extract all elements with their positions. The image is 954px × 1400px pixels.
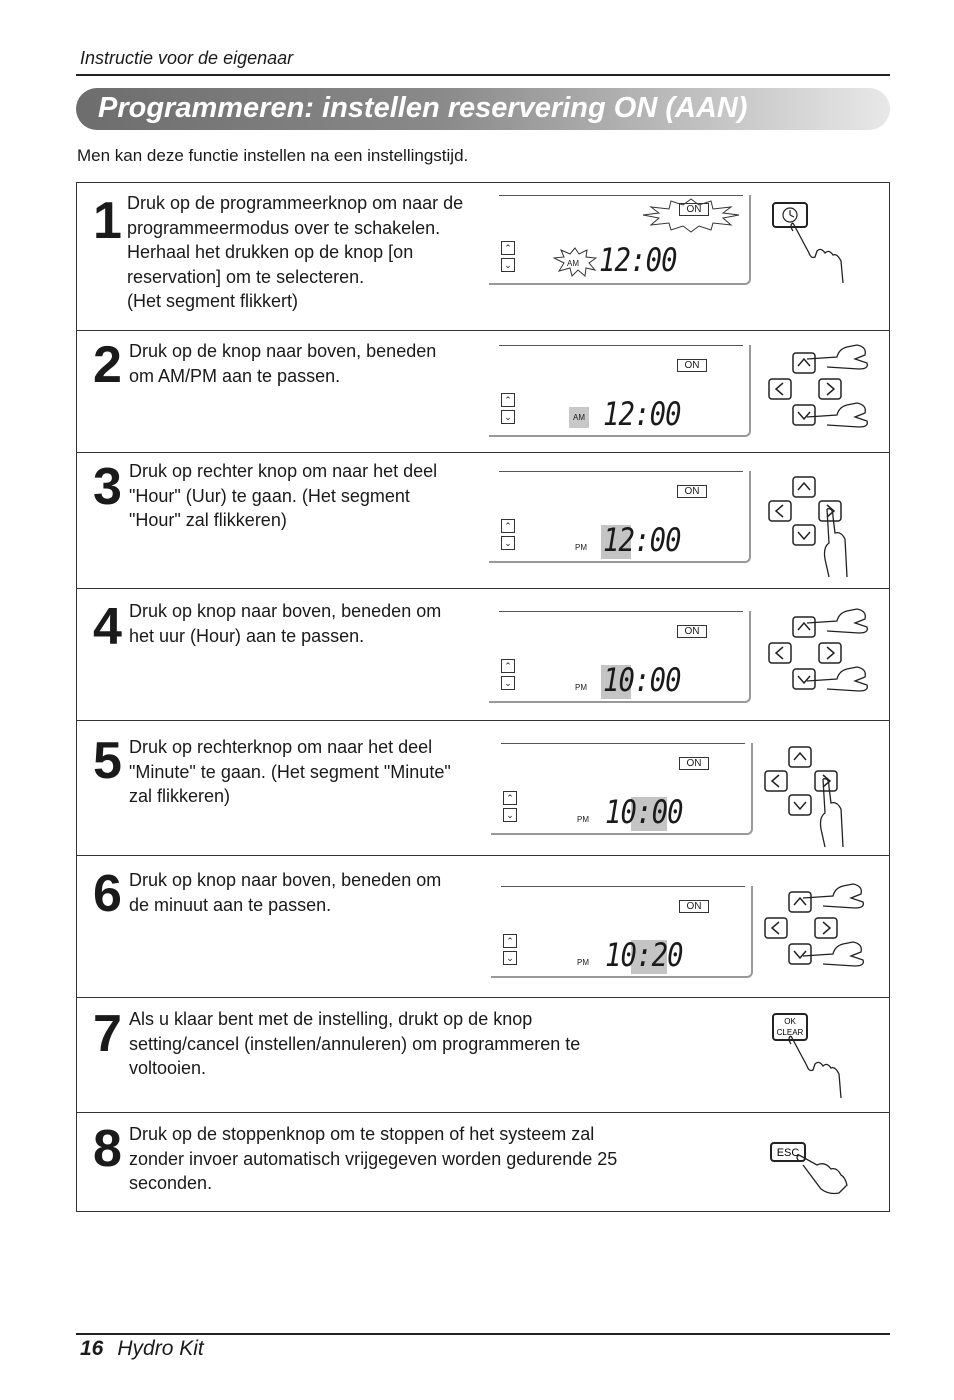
down-icon: ⌄ (503, 951, 517, 965)
lcd-time: 10:20 (605, 936, 683, 974)
lcd-display (489, 195, 751, 285)
ampm-indicator: PM (575, 543, 587, 552)
step-text: Druk op rechter knop om naar het deel "Hour" (Uur) te gaan. (Het segment "Hour" zal flikkeren) (129, 461, 438, 530)
clear-label: CLEAR (776, 1028, 804, 1037)
lcd-display (489, 345, 751, 437)
up-icon: ⌃ (501, 393, 515, 407)
up-icon: ⌃ (501, 241, 515, 255)
arrow-pad-remote[interactable] (763, 743, 873, 856)
ok-clear-remote[interactable] (771, 1012, 871, 1107)
esc-remote[interactable] (769, 1139, 859, 1204)
header-text: Instructie voor de eigenaar (80, 48, 294, 68)
on-indicator: ON (679, 757, 709, 770)
esc-label: ESC (776, 1147, 800, 1159)
step-text: Druk op knop naar boven, beneden om het uur (Hour) aan te passen. (129, 601, 442, 646)
lcd-display (489, 471, 751, 563)
lcd-updown (501, 241, 515, 275)
step-number: 5 (93, 732, 120, 790)
step-text: Druk op rechterknop om naar het deel "Minute" te gaan. (Het segment "Minute" zal flikkeren) (129, 737, 451, 806)
step-number: 7 (93, 1005, 120, 1063)
up-icon: ⌃ (501, 659, 515, 673)
step-2 (77, 331, 889, 453)
lcd-display (489, 611, 751, 703)
lcd-updown (501, 659, 515, 693)
lcd-time: 10:00 (605, 793, 683, 831)
ok-label: OK (784, 1017, 796, 1026)
lcd-time: 12:00 (599, 241, 677, 279)
ampm-indicator: PM (577, 958, 589, 967)
timer-button-remote[interactable] (771, 201, 881, 296)
ampm-indicator: PM (577, 815, 589, 824)
header-rule (76, 74, 890, 76)
on-indicator: ON (677, 359, 707, 372)
page-title: Programmeren: instellen reservering ON (AAN) (98, 92, 748, 124)
ampm-indicator: AM (567, 259, 579, 268)
step-text: Druk op knop naar boven, beneden om de minuut aan te passen. (129, 870, 442, 915)
step-number: 1 (93, 192, 120, 250)
down-icon: ⌄ (501, 258, 515, 272)
arrow-pad-remote[interactable] (767, 607, 877, 708)
step-4 (77, 589, 889, 721)
arrow-pad-remote[interactable] (767, 473, 877, 586)
lcd-display (491, 886, 753, 978)
lcd-updown (501, 393, 515, 427)
steps-table (76, 182, 890, 1212)
on-indicator: ON (677, 625, 707, 638)
intro-text: Men kan deze functie instellen na een instellingstijd. (77, 146, 469, 165)
footer (80, 1337, 204, 1361)
lcd-updown (503, 934, 517, 968)
step-5 (77, 721, 889, 856)
down-icon: ⌄ (501, 536, 515, 550)
down-icon: ⌄ (501, 410, 515, 424)
step-text: Als u klaar bent met de instelling, drukt op de knop setting/cancel (instellen/annuleren) om programmeren te voltooien. (129, 1009, 581, 1078)
step-7 (77, 998, 889, 1113)
step-number: 2 (93, 336, 120, 394)
down-icon: ⌄ (501, 676, 515, 690)
step-text: Druk op de stoppenknop om te stoppen of het systeem zal zonder invoer automatisch vrijgegeven worden gedurende 25 seconden. (129, 1124, 618, 1193)
down-icon: ⌄ (503, 808, 517, 822)
arrow-pad-remote[interactable] (767, 343, 877, 444)
lcd-updown (501, 519, 515, 553)
step-3 (77, 453, 889, 589)
ampm-indicator: PM (575, 683, 587, 692)
step-8 (77, 1113, 889, 1211)
footer-title: Hydro Kit (117, 1337, 204, 1360)
step-text: Druk op de programmeerknop om naar de programmeermodus over te schakelen. Herhaal het drukken op de knop [on reservation] om te selecteren. (Het segment flikkert) (127, 193, 464, 311)
arrow-pad-remote[interactable] (763, 882, 873, 983)
up-icon: ⌃ (501, 519, 515, 533)
on-indicator: ON (677, 485, 707, 498)
step-number: 6 (93, 865, 120, 923)
step-text: Druk op de knop naar boven, beneden om AM/PM aan te passen. (129, 341, 437, 386)
step-number: 8 (93, 1120, 120, 1178)
title-bar (76, 88, 890, 130)
lcd-time: 12:00 (603, 521, 681, 559)
up-icon: ⌃ (503, 934, 517, 948)
lcd-display (491, 743, 753, 835)
step-number: 3 (93, 458, 120, 516)
step-1 (77, 183, 889, 331)
on-indicator: ON (679, 900, 709, 913)
page-number: 16 (80, 1337, 104, 1360)
step-6 (77, 856, 889, 998)
lcd-time: 12:00 (603, 395, 681, 433)
up-icon: ⌃ (503, 791, 517, 805)
footer-rule (76, 1333, 890, 1335)
ampm-indicator: AM (569, 407, 589, 428)
on-indicator: ON (679, 203, 709, 216)
lcd-updown (503, 791, 517, 825)
step-number: 4 (93, 598, 120, 656)
lcd-time: 10:00 (603, 661, 681, 699)
